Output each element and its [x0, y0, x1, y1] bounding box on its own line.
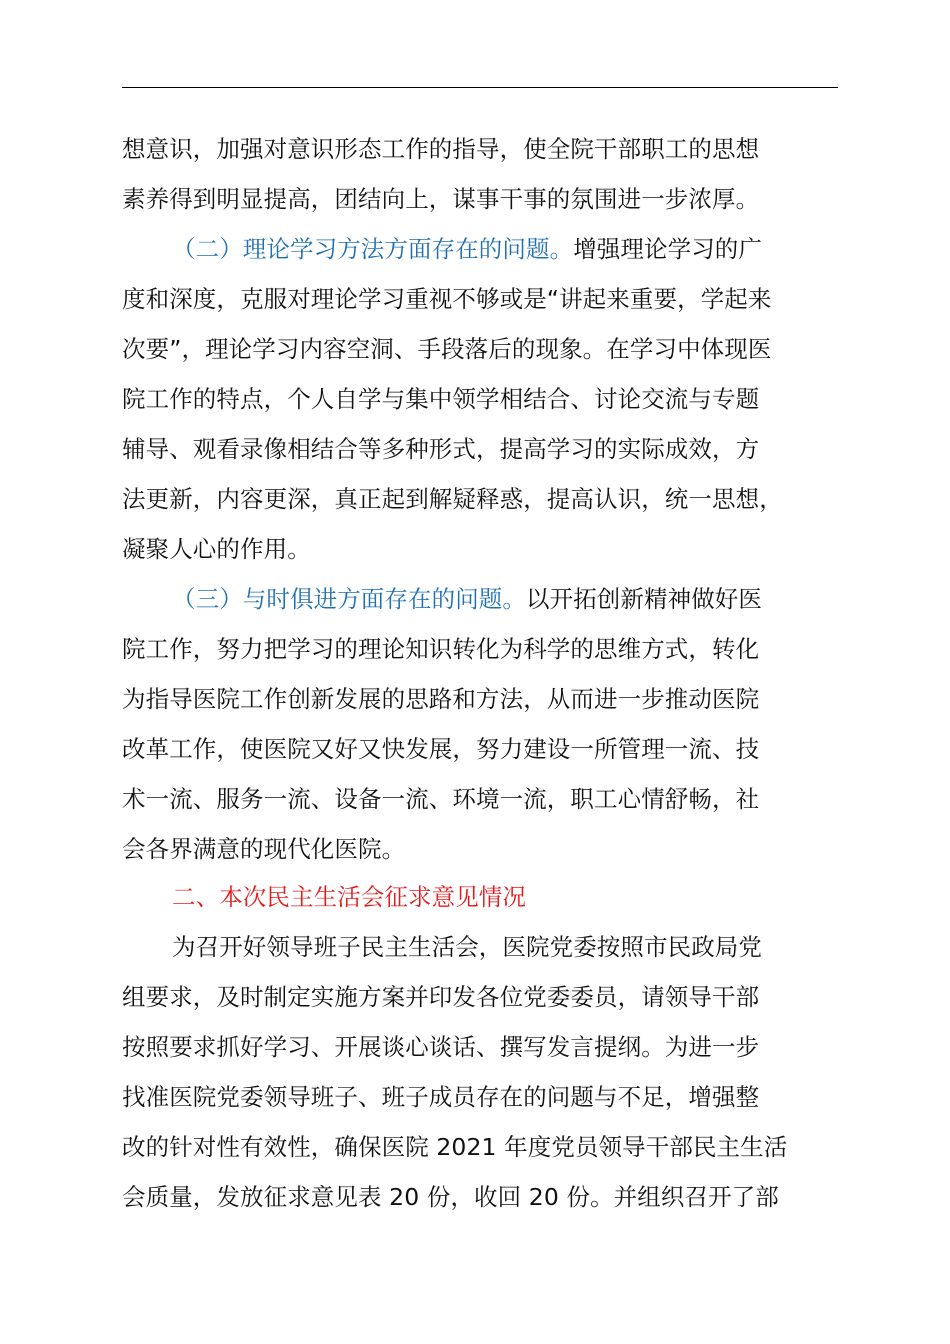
- subheading-3: （三）与时俱进方面存在的问题。: [172, 585, 526, 613]
- text-line: 会各界满意的现代化医院。: [122, 835, 406, 863]
- header-rule: [122, 87, 838, 88]
- text-line: 院工作的特点，个人自学与集中领学相结合、讨论交流与专题: [122, 385, 760, 413]
- text-line: 找准医院党委领导班子、班子成员存在的问题与不足，增强整: [122, 1083, 760, 1111]
- text-line: 辅导、观看录像相结合等多种形式，提高学习的实际成效，方: [122, 435, 760, 463]
- text-line: 改的针对性有效性，确保医院 2021 年度党员领导干部民主生活: [122, 1133, 788, 1161]
- paragraph-line: [172, 234, 902, 264]
- text-line: 度和深度，克服对理论学习重视不够或是“讲起来重要，学起来: [122, 285, 772, 313]
- text-line: 改革工作，使医院又好又快发展，努力建设一所管理一流、技: [122, 735, 760, 763]
- text-line: 凝聚人心的作用。: [122, 535, 311, 563]
- text-line: 为指导医院工作创新发展的思路和方法，从而进一步推动医院: [122, 685, 760, 713]
- text-line: 为召开好领导班子民主生活会，医院党委按照市民政局党: [172, 933, 762, 961]
- text-line: 按照要求抓好学习、开展谈心谈话、撰写发言提纲。为进一步: [122, 1033, 760, 1061]
- text-line: 术一流、服务一流、设备一流、环境一流，职工心情舒畅，社: [122, 785, 760, 813]
- paragraph-line: [172, 584, 902, 614]
- text-line: 法更新，内容更深，真正起到解疑释惑，提高认识，统一思想，: [122, 485, 783, 513]
- section-heading: 二、本次民主生活会征求意见情况: [172, 883, 526, 911]
- text-line: 会质量，发放征求意见表 20 份，收回 20 份。并组织召开了部: [122, 1183, 779, 1211]
- text-line: 次要”，理论学习内容空洞、手段落后的现象。在学习中体现医: [122, 335, 772, 363]
- text-run: 以开拓创新精神做好医: [526, 585, 762, 613]
- text-line: 想意识，加强对意识形态工作的指导，使全院干部职工的思想: [122, 135, 760, 163]
- text-run: 增强理论学习的广: [573, 235, 763, 263]
- subheading-2: （二）理论学习方法方面存在的问题。: [172, 235, 574, 263]
- text-line: 素养得到明显提高，团结向上，谋事干事的氛围进一步浓厚。: [122, 185, 760, 213]
- text-line: 院工作，努力把学习的理论知识转化为科学的思维方式，转化: [122, 635, 760, 663]
- text-line: 组要求，及时制定实施方案并印发各位党委委员，请领导干部: [122, 983, 760, 1011]
